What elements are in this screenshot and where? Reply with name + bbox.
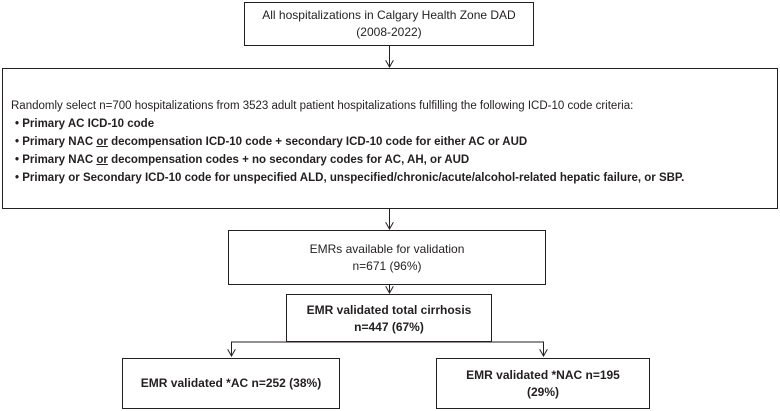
nac-validated-percent: (29%) [526,385,559,399]
total-cirrhosis-count: n=447 (67%) [354,320,424,334]
nac-validated-label: EMR validated *NAC n=195 [466,368,620,382]
all-hospitalizations-title: All hospitalizations in Calgary Health Zone DAD [262,8,516,22]
ac-validated-label: EMR validated *AC n=252 (38%) [140,376,322,390]
total-cirrhosis-box [286,294,492,342]
emrs-available-box [228,230,546,285]
all-hospitalizations-box [244,2,534,46]
nac-validated-box [436,358,650,409]
emrs-available-count: n=671 (96%) [352,259,422,273]
or-underlined: or [96,136,108,148]
selection-criteria-intro: Randomly select n=700 hospitalizations from 3523 adult patient hospitalizations fulfilling the following ICD-10 code criteria: [11,100,634,112]
criteria-item-unspecified-ald: • Primary or Secondary ICD-10 code for unspecified ALD, unspecified/chronic/acute/alcohol-related hepatic failure, or SBP. [11,169,777,187]
criteria-item-nac-no-secondary: • Primary NAC or decompensation codes + no secondary codes for AC, AH, or AUD [11,151,777,169]
selection-criteria-box [2,68,778,209]
total-cirrhosis-label: EMR validated total cirrhosis [306,303,472,317]
criteria-item-nac-secondary: • Primary NAC or decompensation ICD-10 code + secondary ICD-10 code for either AC or AUD [11,133,777,151]
emrs-available-label: EMRs available for validation [309,242,465,256]
or-underlined: or [96,154,108,166]
criteria-list [11,115,777,187]
criteria-item-primary-ac: • Primary AC ICD-10 code [11,115,777,133]
branch-connector [232,342,544,352]
all-hospitalizations-years: (2008-2022) [356,25,422,39]
ac-validated-box [122,358,340,409]
